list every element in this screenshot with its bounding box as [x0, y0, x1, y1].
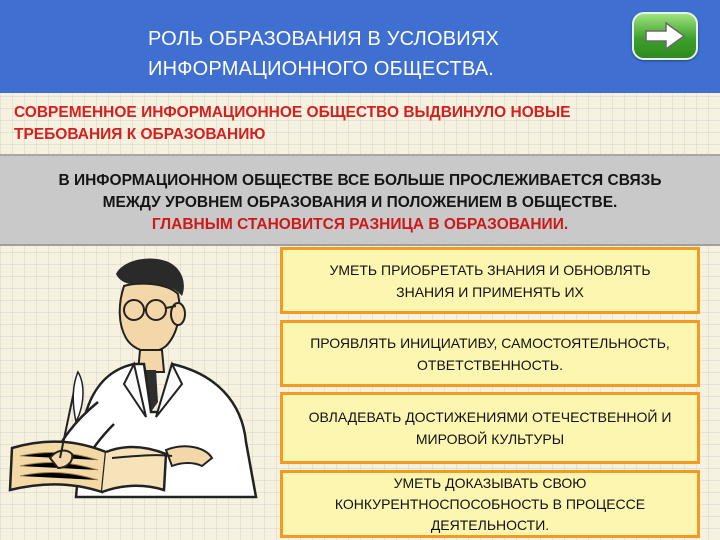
- intro-text: СОВРЕМЕННОЕ ИНФОРМАЦИОННОЕ ОБЩЕСТВО ВЫДВИНУЛО НОВЫЕ ТРЕБОВАНИЯ К ОБРАЗОВАНИЮ: [14, 104, 571, 143]
- requirement-box-2: ПРОЯВЛЯТЬ ИНИЦИАТИВУ, САМОСТОЯТЕЛЬНОСТЬ, ОТВЕТСТВЕННОСТЬ.: [280, 320, 700, 387]
- statement-line-3: ГЛАВНЫМ СТАНОВИТСЯ РАЗНИЦА В ОБРАЗОВАНИИ.: [151, 216, 569, 233]
- requirement-box-1: УМЕТЬ ПРИОБРЕТАТЬ ЗНАНИЯ И ОБНОВЛЯТЬ ЗНАНИЯ И ПРИМЕНЯТЬ ИХ: [280, 247, 700, 314]
- title-banner: [0, 0, 720, 93]
- key-statement-panel: [0, 154, 720, 246]
- scholar-writing-icon: [6, 252, 278, 502]
- arrow-right-icon: [644, 20, 686, 52]
- statement-line-1: В ИНФОРМАЦИОННОМ ОБЩЕСТВЕ ВСЕ БОЛЬШЕ ПРОСЛЕЖИВАЕТСЯ СВЯЗЬ: [58, 172, 662, 189]
- statement-line-2: МЕЖДУ УРОВНЕМ ОБРАЗОВАНИЯ И ПОЛОЖЕНИЕМ В ОБЩЕСТВЕ.: [102, 194, 618, 211]
- slide-title: РОЛЬ ОБРАЗОВАНИЯ В УСЛОВИЯХ ИНФОРМАЦИОННОГО ОБЩЕСТВА.: [148, 28, 500, 80]
- requirement-box-4: УМЕТЬ ДОКАЗЫВАТЬ СВОЮ КОНКУРЕНТНОСПОСОБНОСТЬ В ПРОЦЕССЕ ДЕЯТЕЛЬНОСТИ.: [280, 470, 700, 538]
- requirement-box-3: ОВЛАДЕВАТЬ ДОСТИЖЕНИЯМИ ОТЕЧЕСТВЕННОЙ И МИРОВОЙ КУЛЬТУРЫ: [280, 392, 700, 464]
- next-slide-button[interactable]: [632, 12, 698, 60]
